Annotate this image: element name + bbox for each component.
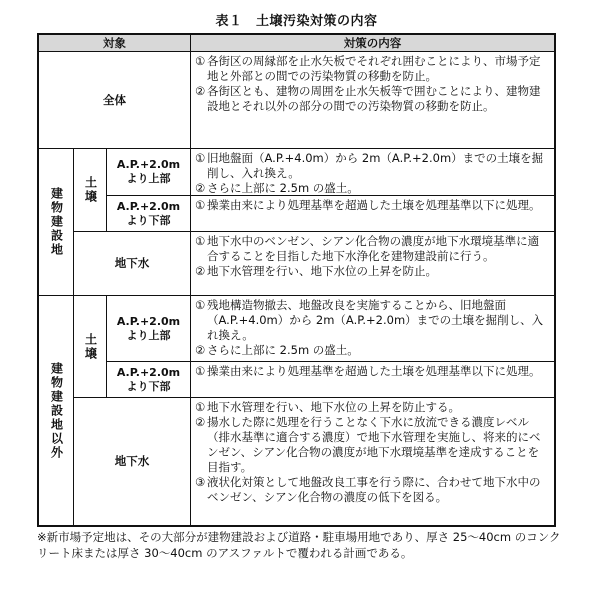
measures-table — [37, 33, 556, 527]
item-mark: ① — [195, 198, 206, 212]
list-item — [195, 84, 550, 114]
whole-label: 全体 — [103, 92, 126, 107]
item-text: 操業由来により処理基準を超過した土壌を処理基準以下に処理。 — [207, 364, 541, 378]
non-building-upper-content — [190, 295, 555, 362]
table-caption: 表１ 土壌汚染対策の内容 — [215, 14, 378, 29]
group-non-building-label: 建物建設地以外 — [49, 361, 64, 460]
building-upper-content — [190, 148, 555, 196]
non-building-upper-label — [106, 295, 191, 362]
group-non-building — [38, 295, 74, 526]
list-item — [195, 364, 550, 379]
list-item — [195, 264, 550, 279]
item-text: 地下水管理を行い、地下水位の上昇を防止。 — [207, 264, 437, 278]
item-text: さらに上部に 2.5m の盛土。 — [207, 181, 359, 195]
item-mark: ① — [195, 298, 206, 312]
building-groundwater-content — [190, 231, 555, 296]
list-item — [195, 54, 550, 84]
item-text: 地下水管理を行い、地下水位の上昇を防止する。 — [207, 400, 460, 414]
item-text: 残地構造物撤去、地盤改良を実施することから、旧地盤面（A.P.+4.0m）から 2m（A.P.+2.0m）までの土壌を掘削し、入れ換え。 — [207, 298, 544, 342]
label-line: A.P.+2.0m — [116, 158, 181, 171]
item-text: さらに上部に 2.5m の盛土。 — [207, 343, 359, 357]
groundwater-label: 地下水 — [114, 454, 150, 468]
list-item — [195, 298, 550, 343]
group-building — [38, 148, 74, 296]
note-text: 新市場予定地は、その大部分が建物建設および道路・駐車場用地であり、厚さ 25～40cm のコンクリート床または厚さ 30～40cm のアスファルトで覆われる計画である。 — [37, 530, 561, 560]
building-soil-label: 土壌 — [83, 176, 98, 204]
item-text: 液状化対策として地盤改良工事を行う際に、合わせて地下水中のベンゼン、シアン化合物の濃度の低下を図る。 — [207, 475, 541, 504]
label-line: A.P.+2.0m — [116, 365, 181, 379]
item-mark: ② — [195, 415, 206, 429]
item-mark: ① — [195, 364, 206, 378]
list-item — [195, 415, 550, 475]
item-text: 各街区の周縁部を止水矢板でそれぞれ囲むことにより、市場予定地と外部との間での汚染物質の移動を防止。 — [207, 54, 541, 83]
label-line: より下部 — [126, 213, 171, 227]
label-line: より上部 — [126, 328, 171, 342]
row-whole-label — [38, 51, 191, 149]
building-upper-label — [106, 148, 191, 196]
label-line: より上部 — [126, 172, 171, 185]
item-mark: ① — [195, 151, 206, 165]
item-mark: ① — [195, 234, 206, 248]
item-text: 操業由来により処理基準を超過した土壌を処理基準以下に処理。 — [207, 198, 541, 212]
non-building-soil — [73, 295, 107, 398]
item-mark: ② — [195, 264, 206, 278]
item-mark: ② — [195, 343, 206, 357]
list-item — [195, 181, 550, 196]
building-soil — [73, 148, 107, 232]
label-line: より下部 — [126, 379, 171, 393]
item-text: 地下水中のベンゼン、シアン化合物の濃度が地下水環境基準に適合することを目指した地下水浄化を建物建設前に行う。 — [207, 234, 540, 263]
non-building-lower-content — [190, 361, 555, 398]
building-lower-content — [190, 195, 555, 232]
item-mark: ③ — [195, 475, 206, 489]
list-item — [195, 151, 550, 181]
building-groundwater-label — [73, 231, 191, 296]
header-target: 対象 — [38, 34, 191, 52]
header-content: 対策の内容 — [190, 34, 555, 52]
list-item — [195, 234, 550, 264]
note-mark: ※ — [37, 530, 47, 544]
item-text: 旧地盤面（A.P.+4.0m）から 2m（A.P.+2.0m）までの土壌を掘削し、入れ換え。 — [207, 151, 544, 180]
groundwater-label: 地下水 — [114, 256, 150, 270]
non-building-groundwater-label — [73, 397, 191, 526]
item-mark: ① — [195, 400, 206, 414]
group-building-label: 建物建設地 — [49, 187, 64, 257]
non-building-groundwater-content — [190, 397, 555, 526]
list-item — [195, 475, 550, 505]
row-whole-content — [190, 51, 555, 149]
table-note — [37, 529, 562, 561]
label-line: A.P.+2.0m — [116, 199, 181, 213]
list-item — [195, 343, 550, 358]
list-item — [195, 198, 550, 213]
non-building-soil-label: 土壌 — [83, 332, 98, 361]
list-item — [195, 400, 550, 415]
item-mark: ② — [195, 84, 206, 98]
building-lower-label — [106, 195, 191, 232]
item-text: 揚水した際に処理を行うことなく下水に放流できる濃度レベル（排水基準に適合する濃度）で地下水管理を実施し、将来的にベンゼン、シアン化合物の濃度が地下水環境基準を達成することを目指す。 — [207, 415, 541, 474]
item-text: 各街区とも、建物の周囲を止水矢板等で囲むことにより、建物建設地とそれ以外の部分の間での汚染物質の移動を防止。 — [207, 84, 541, 113]
item-mark: ① — [195, 54, 206, 68]
label-line: A.P.+2.0m — [116, 314, 181, 328]
non-building-lower-label — [106, 361, 191, 398]
item-mark: ② — [195, 181, 206, 195]
